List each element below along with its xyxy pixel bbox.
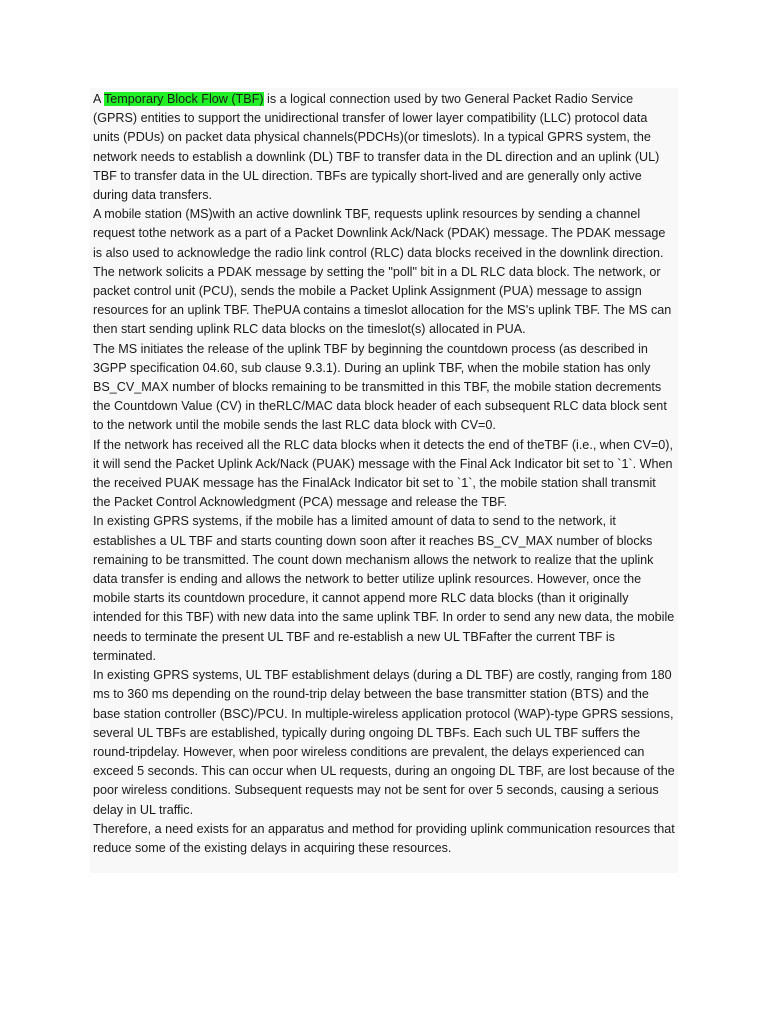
paragraph-tbf-definition <box>93 90 675 205</box>
highlighted-term: Temporary Block Flow (TBF) <box>103 92 264 106</box>
paragraph-need-statement: Therefore, a need exists for an apparatus and method for providing uplink communication resources that reduce some of the existing delays in acquiring these resources. <box>93 821 675 855</box>
paragraph-puak-release: If the network has received all the RLC data blocks when it detects the end of theTBF (i.e., when CV=0), it will send the Packet Uplink Ack/Nack (PUAK) message with the Final Ack Indicator bit set to `1`. When the received PUAK message has the FinalAck Indicator bit set to `1`, the mobile station shall transmit the Packet Control Acknowledgment (PCA) message and release the TBF. <box>93 437 673 510</box>
paragraph-rest: is a logical connection used by two General Packet Radio Service (GPRS) entities to support the unidirectional transfer of lower layer compatibility (LLC) protocol data units (PDUs) on packet data physical channels(PDCHs)(or timeslots). In a typical GPRS system, the network needs to establish a downlink (DL) TBF to transfer data in the DL direction and an uplink (UL) TBF to transfer data in the UL direction. TBFs are typically short-lived and are generally only active during data transfers. <box>93 92 660 203</box>
paragraph-establishment-delays: In existing GPRS systems, UL TBF establishment delays (during a DL TBF) are costly, ranging from 180 ms to 360 ms depending on the round-trip delay between the base transmitter station (BTS) and the base station controller (BSC)/PCU. In multiple-wireless application protocol (WAP)-type GPRS sessions, several UL TBFs are established, typically during ongoing DL TBFs. Each such UL TBF suffers the round-tripdelay. However, when poor wireless conditions are prevalent, the delays experienced can exceed 5 seconds. This can occur when UL requests, during an ongoing DL TBF, are lost because of the poor wireless conditions. Subsequent requests may not be sent for over 5 seconds, causing a serious delay in UL traffic. <box>93 668 675 817</box>
paragraph-prefix: A <box>93 92 104 106</box>
paragraph-uplink-request: A mobile station (MS)with an active downlink TBF, requests uplink resources by sending a channel request tothe network as a part of a Packet Downlink Ack/Nack (PDAK) message. The PDAK message is also used to acknowledge the radio link control (RLC) data blocks received in the downlink direction. The network solicits a PDAK message by setting the "poll" bit in a DL RLC data block. The network, or packet control unit (PCU), sends the mobile a Packet Uplink Assignment (PUA) message to assign resources for an uplink TBF. ThePUA contains a timeslot allocation for the MS's uplink TBF. The MS can then start sending uplink RLC data blocks on the timeslot(s) allocated in PUA. <box>93 207 672 337</box>
document-text-block <box>90 88 678 873</box>
paragraph-existing-systems-limited-data: In existing GPRS systems, if the mobile has a limited amount of data to send to the network, it establishes a UL TBF and starts counting down soon after it reaches BS_CV_MAX number of blocks remaining to be transmitted. The count down mechanism allows the network to realize that the uplink data transfer is ending and allows the network to better utilize uplink resources. However, once the mobile starts its countdown procedure, it cannot append more RLC data blocks (than it originally intended for this TBF) with new data into the same uplink TBF. In order to send any new data, the mobile needs to terminate the present UL TBF and re-establish a new UL TBFafter the current TBF is terminated. <box>93 514 675 663</box>
paragraph-countdown-process: The MS initiates the release of the uplink TBF by beginning the countdown process (as described in 3GPP specification 04.60, sub clause 9.3.1). During an uplink TBF, when the mobile station has only BS_CV_MAX number of blocks remaining to be transmitted in this TBF, the mobile station decrements the Countdown Value (CV) in theRLC/MAC data block header of each subsequent RLC data block sent to the network until the mobile sends the last RLC data block with CV=0. <box>93 341 667 433</box>
